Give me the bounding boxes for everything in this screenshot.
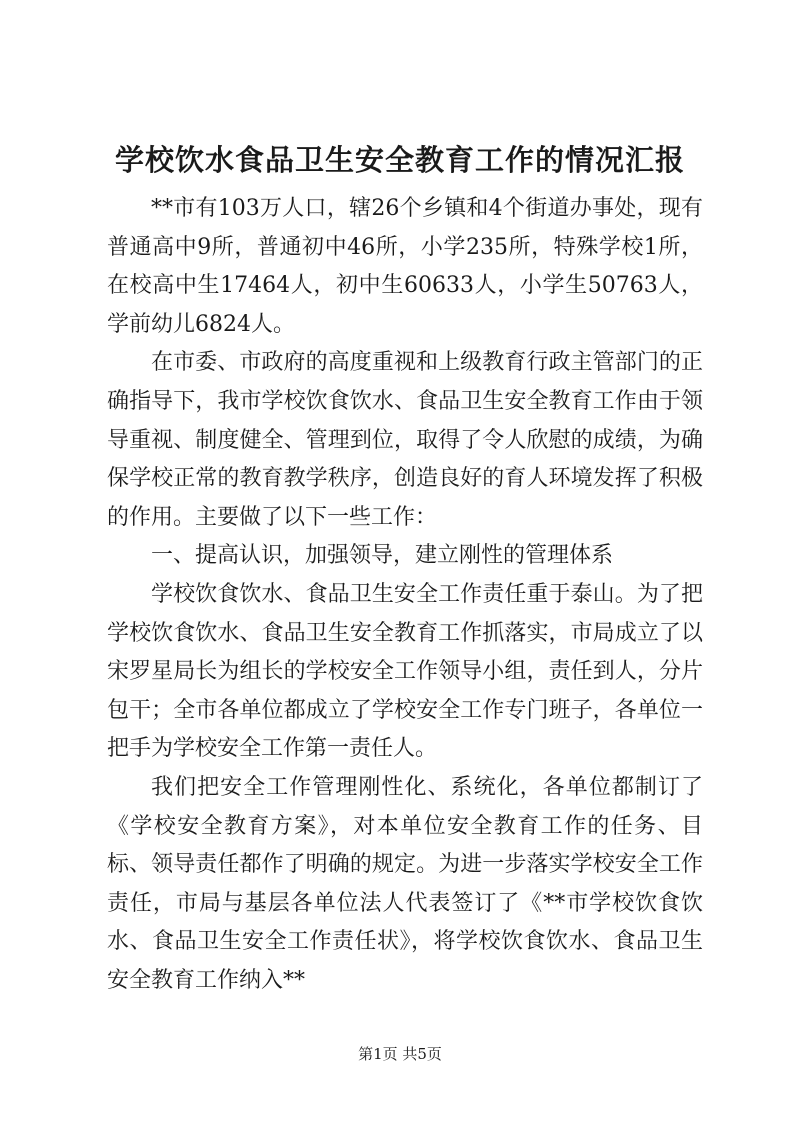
section-heading-1: 一、提高认识，加强领导，建立刚性的管理体系 bbox=[151, 543, 614, 569]
paragraph-management: 我们把安全工作管理刚性化、系统化，各单位都制订了《学校安全教育方案》，对本单位安全教育工作的任务、目标、领导责任都作了明确的规定。为进一步落实学校安全工作责任，市局与基层各单位法人代表签订了《**市学校饮食饮水、食品卫生安全工作责任状》，将学校饮食饮水、食品卫生安全教育工作纳入** bbox=[107, 774, 703, 993]
paragraph-leadership: 学校饮食饮水、食品卫生安全工作责任重于泰山。为了把学校饮食饮水、食品卫生安全教育工作抓落实，市局成立了以宋罗星局长为组长的学校安全工作领导小组，责任到人，分片包干；全市各单位都成立了学校安全工作专门班子，各单位一把手为学校安全工作第一责任人。 bbox=[107, 581, 703, 762]
paragraph-overview: **市有103万人口，辖26个乡镇和4个街道办事处，现有普通高中9所，普通初中46所，小学235所，特殊学校1所，在校高中生17464人，初中生60633人，小学生50763人，学前幼儿6824人。 bbox=[107, 196, 703, 337]
page-footer: 第1页 共5页 bbox=[358, 1045, 442, 1063]
document-title: 学校饮水食品卫生安全教育工作的情况汇报 bbox=[114, 143, 685, 177]
paragraph-introduction: 在市委、市政府的高度重视和上级教育行政主管部门的正确指导下，我市学校饮食饮水、食品卫生安全教育工作由于领导重视、制度健全、管理到位，取得了令人欣慰的成绩，为确保学校正常的教育教学秩序，创造良好的育人环境发挥了积极的作用。主要做了以下一些工作： bbox=[107, 350, 703, 530]
document-body bbox=[107, 190, 703, 1000]
